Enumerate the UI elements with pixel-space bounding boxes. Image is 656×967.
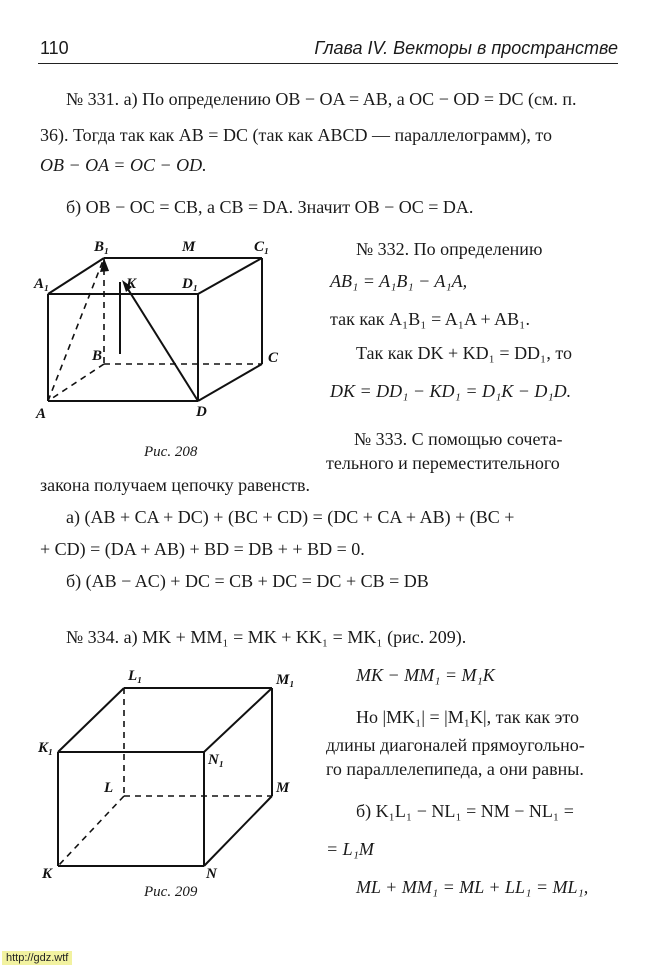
p333-line-3: закона получаем цепочку равенств. bbox=[40, 475, 311, 495]
p332-line-2: AB₁ = A₁B₁ − A₁A, bbox=[330, 271, 468, 291]
p331-line-2: 36). Тогда так как AB = DC (так как ABCD — параллелограмм), то bbox=[40, 125, 552, 145]
p331-line-3: OB − OA = OC − OD. bbox=[40, 155, 207, 175]
label-k1: K₁ bbox=[38, 740, 54, 756]
label-l1: L₁ bbox=[128, 668, 143, 684]
label-k: K bbox=[42, 866, 53, 882]
p331-line-4: б) OB − OC = CB, а CB = DA. Значит OB − OC = DA. bbox=[66, 197, 474, 217]
p333-line-4: а) (AB + CA + DC) + (BC + CD) = (DC + CA + AB) + (BC + bbox=[66, 507, 515, 527]
label-m1: M₁ bbox=[276, 672, 295, 688]
figure-208 bbox=[32, 236, 292, 421]
p334-line-6: б) K₁L₁ − NL₁ = NM − NL₁ = bbox=[356, 801, 574, 821]
figure-208-caption: Рис. 208 bbox=[144, 444, 198, 460]
label-b: B bbox=[92, 348, 103, 364]
watermark-link[interactable]: http://gdz.wtf bbox=[2, 951, 72, 965]
p333-line-1: № 333. С помощью сочета- bbox=[354, 429, 563, 449]
page-number: 110 bbox=[40, 38, 69, 58]
label-k: K bbox=[126, 276, 137, 292]
header-rule bbox=[38, 63, 618, 64]
p334-line-2: MK − MM₁ = M₁K bbox=[356, 665, 495, 685]
label-n1: N₁ bbox=[208, 752, 225, 768]
p334-line-1: № 334. а) MK + MM₁ = MK + KK₁ = MK₁ (рис. 209). bbox=[66, 627, 467, 647]
p333-line-6: б) (AB − AC) + DC = CB + DC = DC + CB = DB bbox=[66, 571, 429, 591]
p334-line-4: длины диагоналей прямоугольно- bbox=[326, 735, 585, 755]
label-b1: B₁ bbox=[94, 239, 110, 255]
p332-line-4: Так как DK + KD₁ = DD₁, то bbox=[356, 343, 572, 363]
chapter-title: Глава IV. Векторы в пространстве bbox=[314, 38, 618, 58]
p332-line-3: так как A₁B₁ = A₁A + AB₁. bbox=[330, 309, 530, 329]
p334-line-7: = L₁M bbox=[326, 839, 374, 859]
label-a1: A₁ bbox=[34, 276, 50, 292]
p331-line-1: № 331. а) По определению OB − OA = AB, а OC − OD = DC (см. п. bbox=[66, 89, 577, 109]
label-d: D bbox=[196, 404, 207, 420]
figure-209 bbox=[32, 668, 302, 882]
label-c1: C₁ bbox=[254, 239, 270, 255]
figure-209-caption: Рис. 209 bbox=[144, 884, 198, 900]
label-m: M bbox=[276, 780, 290, 796]
label-l: L bbox=[104, 780, 114, 796]
p334-line-5: го параллелепипеда, а они равны. bbox=[326, 759, 584, 779]
p332-line-1: № 332. По определению bbox=[356, 239, 543, 259]
label-d1: D₁ bbox=[182, 276, 199, 292]
label-c: C bbox=[268, 350, 279, 366]
p332-line-5: DK = DD₁ − KD₁ = D₁K − D₁D. bbox=[330, 381, 572, 401]
p334-line-3: Но |MK₁| = |M₁K|, так как это bbox=[356, 707, 580, 727]
p333-line-2: тельного и переместительного bbox=[326, 453, 560, 473]
p334-line-8: ML + MM₁ = ML + LL₁ = ML₁, bbox=[356, 877, 589, 897]
label-n: N bbox=[206, 866, 217, 882]
p333-line-5: + CD) = (DA + AB) + BD = DB + + BD = 0. bbox=[40, 539, 365, 559]
label-m: M bbox=[182, 239, 196, 255]
label-a: A bbox=[36, 406, 47, 422]
